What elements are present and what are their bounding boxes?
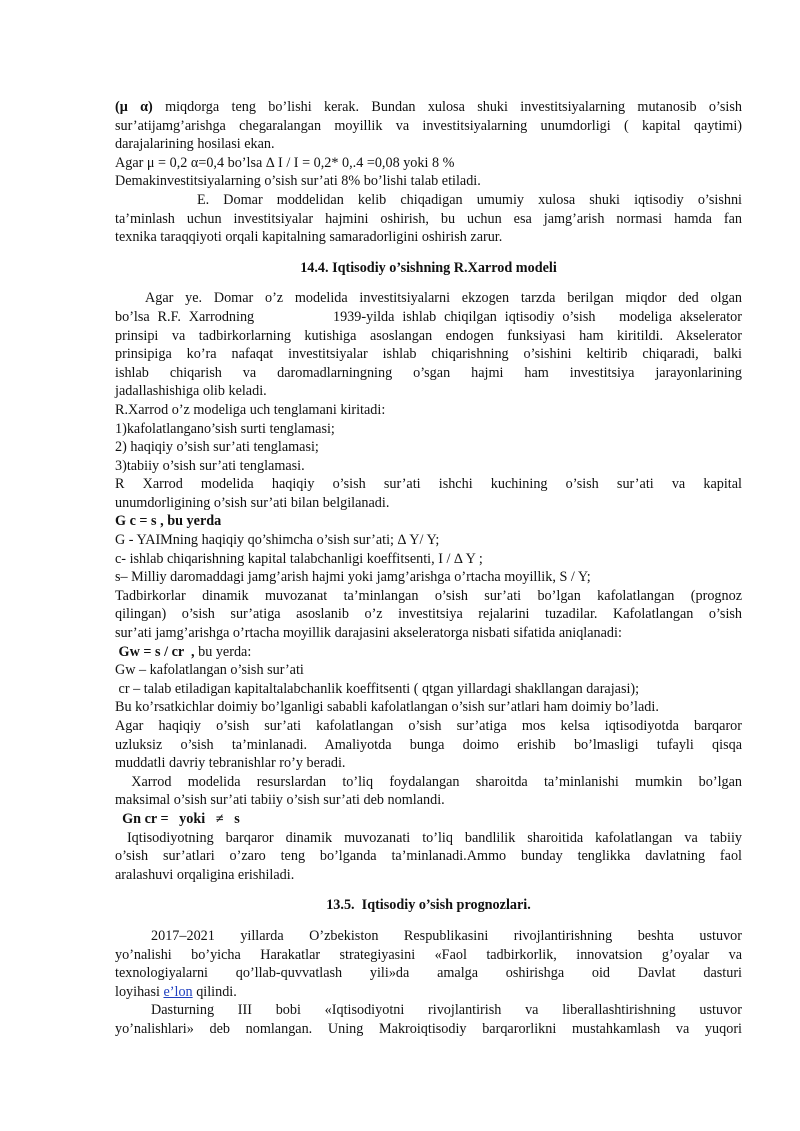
paragraph-line: unumdorligining o’sish sur’ati bilan belgilanadi. — [115, 494, 390, 511]
paragraph-line: prinsipiga ko’ra nafaqat investitsiyalar ishlab chiqarishning o’sishini keltirib chiqaradi, balki — [115, 346, 742, 363]
section-heading-13-5: 13.5. Iqtisodiy o’sish prognozlari. — [326, 897, 531, 914]
paragraph-line: ta’minlash uchun investitsiyalar hajmini oshirish, bu uchun esa jamg’arish normasi hamda fan — [115, 210, 742, 227]
formula-gc: G c = s , bu yerda — [115, 513, 222, 530]
paragraph-line: Iqtisodiyotning barqaror dinamik muvozanati to’liq bandlilik sharoitida kafolatlangan va tabiiy — [115, 829, 742, 846]
paragraph-line: sur’ati jamg’arishga o’rtacha moyillik darajasini akseleratorga nisbati sifatida aniqlanadi: — [115, 625, 622, 642]
paragraph-line: E. Domar moddelidan kelib chiqadigan umumiy xulosa shuki iqtisodiy o’sishni — [197, 191, 742, 208]
paragraph-line: yo’nalishi bo’yicha Harakatlar strategiyasini «Faol tadbirkorlik, innovatsion g’oyalar va — [115, 946, 742, 963]
paragraph-line: loyihasi e’lon qilindi. — [115, 983, 237, 1000]
paragraph-line: bo’lsa R.F. Xarrodning 1939-yilda ishlab chiqilgan iqtisodiy o’sish modeliga akselerator — [115, 308, 742, 325]
paragraph-line: ishlab chiqarish va daromadlarningning o’sgan hajmi ham investitsiya jarayonlarining — [115, 364, 742, 381]
paragraph-line: Bu ko’rsatkichlar doimiy bo’lganligi sababli kafolatlangan o’sish sur’atlari ham doimiy bo’ladi. — [115, 699, 659, 716]
definition-line: s– Milliy daromaddagi jamg’arish hajmi yoki jamg’arishga o’rtacha moyillik, S / Y; — [115, 569, 591, 586]
paragraph-line: darajalarining hosilasi ekan. — [115, 136, 275, 153]
list-item: 2) haqiqiy o’sish sur’ati tenglamasi; — [115, 439, 319, 456]
paragraph-line: qilingan) o’sish sur’atiga asoslanib o’z investitsiya rejalarini tuzadilar. Kafolatlangan o’sish — [115, 606, 742, 623]
list-item: 1)kafolatlangano’sish surti tenglamasi; — [115, 420, 335, 437]
paragraph-line: Agar ye. Domar o’z modelida investitsiyalarni ekzogen tarzda berilgan miqdor ded olgan — [145, 290, 742, 307]
paragraph-line: prinsipi va tadbirkorlarning kutishiga asoslangan endogen funksiyasi ham kiritildi. Akselerator — [115, 327, 742, 344]
formula-gw: Gw = s / cr , bu yerda: — [115, 643, 252, 660]
paragraph-line: Tadbirkorlar dinamik muvozanat ta’minlangan o’sish sur’ati bo’lgan kafolatlangan (prognoz — [115, 587, 742, 604]
paragraph-line: texnologiyalarni qo’llab-quvvatlash yili»da amalga oshirishga oid Davlat dasturi — [115, 965, 742, 982]
paragraph-line: Xarrod modelida resurslardan to’liq foydalangan sharoitda ta’minlanishi mumkin bo’lgan — [115, 773, 742, 790]
formula-gn: Gn cr = yoki ≠ s — [115, 810, 240, 827]
paragraph-line: Demakinvestitsiyalarning o’sish sur’ati 8% bo’lishi talab etiladi. — [115, 173, 481, 190]
definition-line: Gw – kafolatlangan o’sish sur’ati — [115, 662, 304, 679]
paragraph-line: (μ α) miqdorga teng bo’lishi kerak. Bundan xulosa shuki investitsiyalarning mutanosib o’sish — [115, 99, 742, 115]
paragraph-line: yo’nalishlari» deb nomlangan. Uning Makroiqtisodiy barqarorlikni mustahkamlash va yuqori — [115, 1020, 742, 1037]
paragraph-line: maksimal o’sish sur’ati tabiiy o’sish sur’ati deb nomlandi. — [115, 792, 445, 809]
mu-alpha-term: (μ α) — [115, 99, 153, 115]
paragraph-line: Agar haqiqiy o’sish sur’ati kafolatlangan o’sish sur’atiga mos kelsa iqtisodiyotda barqaror — [115, 718, 742, 734]
paragraph-line: muddatli davriy tebranishlar ro’y beradi. — [115, 755, 346, 772]
paragraph-line: R Xarrod modelida haqiqiy o’sish sur’ati ishchi kuchining o’sish sur’ati va kapital — [115, 476, 742, 493]
example-formula: Agar μ = 0,2 α=0,4 bo’lsa ∆ I / I = 0,2* 0,.4 =0,08 yoki 8 % — [115, 154, 455, 171]
elon-link[interactable]: e’lon — [163, 983, 193, 1000]
document-page — [115, 98, 742, 1039]
paragraph-line: 2017–2021 yillarda O’zbekiston Respublikasini rivojlantirishning beshta ustuvor — [151, 927, 742, 944]
definition-line: G - YAIMning haqiqiy qo’shimcha o’sish sur’ati; ∆ Y/ Y; — [115, 532, 440, 549]
paragraph-line: sur’atijamg’arishga chegaralangan moyillik va investitsiyalarning unumdorligi ( kapital qaytimi) — [115, 117, 742, 134]
paragraph-line: R.Xarrod o’z modeliga uch tenglamani kiritadi: — [115, 401, 386, 418]
definition-line: c- ishlab chiqarishning kapital talabchanligi koeffitsenti, I / ∆ Y ; — [115, 550, 483, 567]
paragraph-line: jadallashishiga olib keladi. — [115, 383, 267, 400]
list-item: 3)tabiiy o’sish sur’ati tenglamasi. — [115, 457, 305, 474]
paragraph-line: uzluksiz o’sish ta’minlanadi. Amaliyotda bunga doimo erishib bo’lmasligi tufayli qisqa — [115, 736, 742, 753]
section-heading-14-4: 14.4. Iqtisodiy o’sishning R.Xarrod modeli — [300, 259, 557, 276]
paragraph-line: aralashuvi orqaligina erishiladi. — [115, 866, 295, 883]
paragraph-line: texnika taraqqiyoti orqali kapitalning samaradorligini oshirish zarur. — [115, 229, 503, 246]
paragraph-line: o’sish sur’atlari o’zaro teng bo’lganda ta’minlanadi.Ammo bunday tenglikka davlatning faol — [115, 848, 742, 865]
paragraph-line: Dasturning III bobi «Iqtisodiyotni rivojlantirish va liberallashtirishning ustuvor — [151, 1002, 742, 1019]
definition-line: cr – talab etiladigan kapitaltalabchanlik koeffitsenti ( qtgan yillardagi shakllangan darajasi); — [115, 680, 640, 697]
